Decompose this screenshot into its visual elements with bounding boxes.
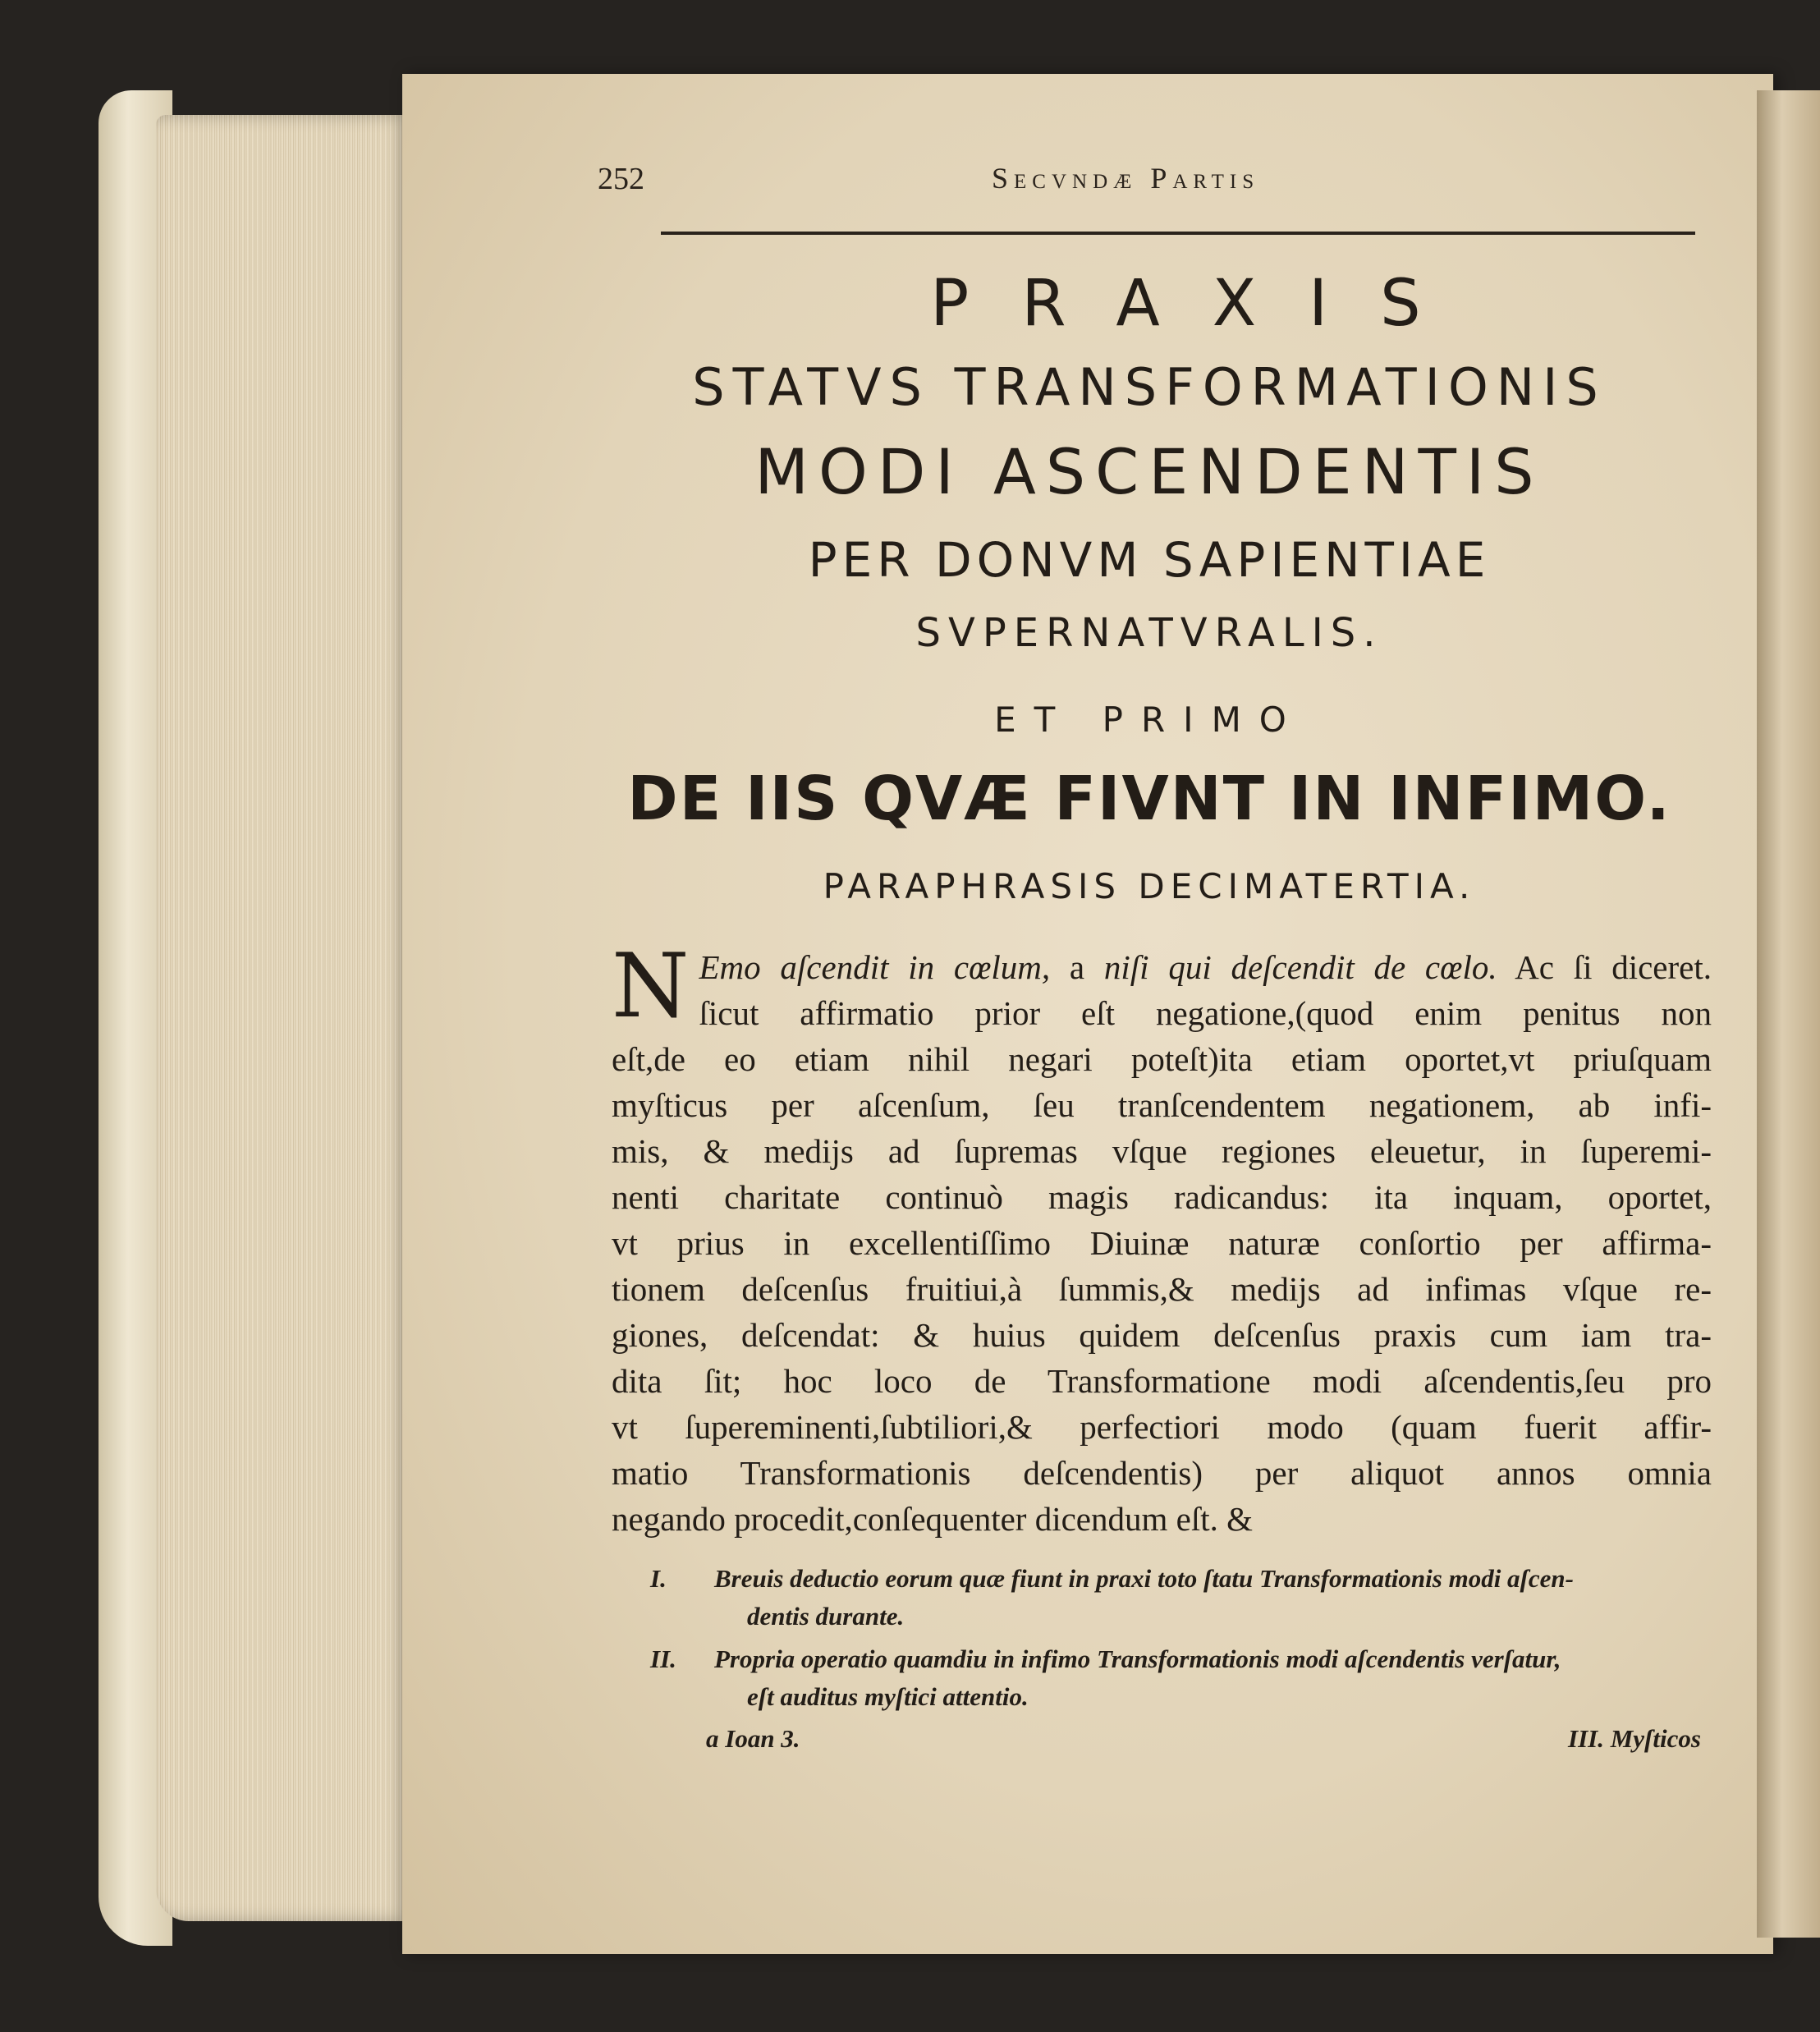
body-line: matio Transformationis deſcendentis) per aliquot annos omnia [612,1454,1712,1492]
summary-text: Propria operatio quamdiu in infimo Transformationis modi aſcendentis verſatur, eſt auditus myſtici attentio. [714,1644,1561,1711]
summary-number: II. [650,1644,676,1673]
marginal-reference: a Ioan 3. [706,1724,800,1753]
body-line: dita ſit; hoc loco de Transformatione modi aſcendentis,ſeu pro [612,1362,1712,1400]
body-line: giones, deſcendat: & huius quidem deſcenſus praxis cum iam tra- [612,1316,1712,1354]
body-line: tionem deſcenſus fruitiui,à ſummis,& medijs ad infimas vſque re- [612,1270,1712,1308]
running-header [598,161,1714,202]
title-modi: MODI ASCENDENTIS [754,435,1544,508]
title-status: STATVS TRANSFORMATIONIS [692,357,1607,417]
summary-item [640,1640,1708,1719]
summary-item [640,1560,1708,1639]
title-per-donum: PER DONVM SAPIENTIAE [808,532,1491,588]
title-de-iis: DE IIS QVÆ FIVNT IN INFIMO. [627,764,1671,834]
body-line: Emo aſcendit in cœlum, a niſi qui deſcendit de cœlo. Ac ſi diceret. [699,948,1712,986]
body-text [612,935,1712,1542]
facing-page-edge [1757,90,1820,1938]
header-rule [661,232,1695,235]
summary-number: I. [650,1564,667,1593]
body-line: ſicut affirmatio prior eſt negatione,(quod enim penitus non [699,994,1712,1032]
body-line: myſticus per aſcenſum, ſeu tranſcendentem negationem, ab infi- [612,1086,1712,1124]
running-title: Secvndæ Partis [992,162,1260,195]
page-number: 252 [598,162,644,196]
summary-text: Breuis deductio eorum quæ fiunt in praxi toto ſtatu Transformationis modi aſcen- dentis durante. [714,1564,1574,1631]
page-stack-edge [156,115,410,1921]
title-supernaturalis: SVPERNATVRALIS. [915,610,1383,656]
title-et-primo: ET PRIMO [994,700,1304,740]
body-line: eſt,de eo etiam nihil negari poteſt)ita etiam oportet,vt priuſquam [612,1040,1712,1078]
drop-cap: N [612,935,690,1038]
title-paraphrasis: PARAPHRASIS DECIMATERTIA. [823,866,1476,906]
body-line: vt ſupereminenti,ſubtiliori,& perfectiori modo (quam fuerit affir- [612,1408,1712,1446]
body-line: vt prius in excellentiſſimo Diuinæ naturæ conſortio per affirma- [612,1224,1712,1262]
body-line: negando procedit,conſequenter dicendum eſt. & [612,1500,1254,1538]
body-line: nenti charitate continuò magis radicandus: ita inquam, oportet, [612,1178,1712,1216]
catchword: III. Myſticos [1568,1724,1701,1753]
title-praxis: PRAXIS [930,267,1474,341]
body-line: mis, & medijs ad ſupremas vſque regiones eleuetur, in ſuperemi- [612,1132,1712,1170]
